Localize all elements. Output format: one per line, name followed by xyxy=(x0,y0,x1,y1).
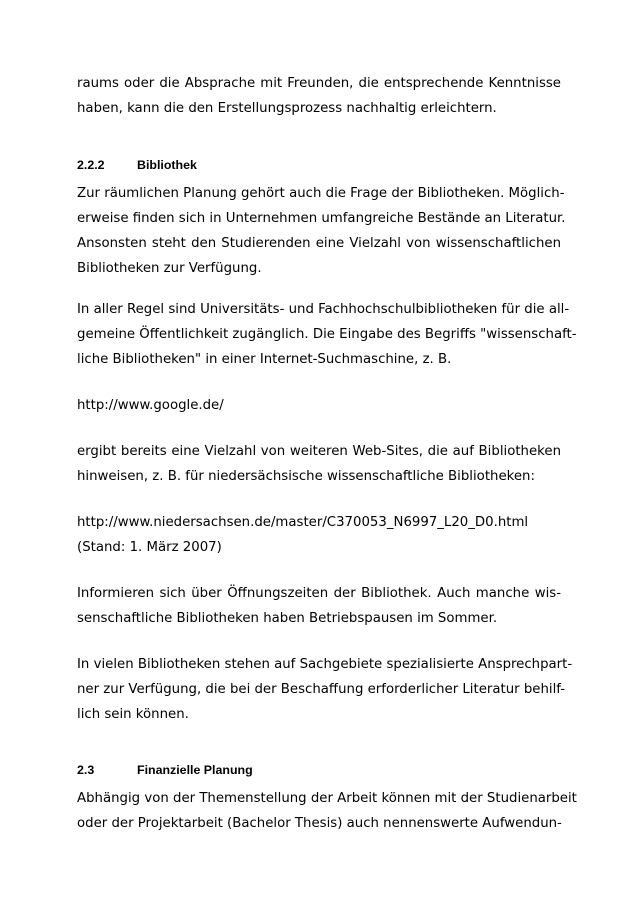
section-title: Bibliothek xyxy=(137,158,197,172)
url-google: http://www.google.de/ xyxy=(77,398,224,413)
paragraph-line: gemeine Öffentlichkeit zugänglich. Die Eingabe des Begriffs "wissenschaft- xyxy=(77,327,577,342)
paragraph-line: liche Bibliotheken" in einer Internet-Suchmaschine, z. B. xyxy=(77,352,452,367)
paragraph-line: senschaftliche Bibliotheken haben Betriebspausen im Sommer. xyxy=(77,611,498,626)
url-niedersachsen: http://www.niedersachsen.de/master/C370053_N6997_L20_D0.html xyxy=(77,515,529,530)
paragraph-line: In vielen Bibliotheken stehen auf Sachgebiete spezialisierte Ansprechpart- xyxy=(77,657,573,672)
section-heading-finanzielle-planung xyxy=(77,763,253,778)
paragraph-line: hinweisen, z. B. für niedersächsische wissenschaftliche Bibliotheken: xyxy=(77,469,535,484)
section-heading-bibliothek xyxy=(77,158,197,173)
section-number: 2.3 xyxy=(77,763,95,777)
paragraph-line: erweise finden sich in Unternehmen umfangreiche Bestände an Literatur. xyxy=(77,211,566,226)
paragraph-line: haben, kann die den Erstellungsprozess nachhaltig erleichtern. xyxy=(77,101,497,116)
section-number: 2.2.2 xyxy=(77,158,105,172)
section-title: Finanzielle Planung xyxy=(137,763,253,777)
paragraph-line: Zur räumlichen Planung gehört auch die Frage der Bibliotheken. Möglich- xyxy=(77,186,565,201)
paragraph-line: lich sein können. xyxy=(77,707,189,722)
paragraph-line: oder der Projektarbeit (Bachelor Thesis) auch nennenswerte Aufwendun- xyxy=(77,816,562,831)
paragraph-line: ergibt bereits eine Vielzahl von weiteren Web-Sites, die auf Bibliotheken xyxy=(77,444,561,459)
paragraph-line: raums oder die Absprache mit Freunden, die entsprechende Kenntnisse xyxy=(77,76,561,91)
paragraph-line: Bibliotheken zur Verfügung. xyxy=(77,261,262,276)
paragraph-line: Abhängig von der Themenstellung der Arbeit können mit der Studienarbeit xyxy=(77,791,577,806)
paragraph-line: Informieren sich über Öffnungszeiten der Bibliothek. Auch manche wis- xyxy=(77,586,561,601)
stand-date: (Stand: 1. März 2007) xyxy=(77,540,222,555)
paragraph-line: ner zur Verfügung, die bei der Beschaffung erforderlicher Literatur behilf- xyxy=(77,682,566,697)
paragraph-line: In aller Regel sind Universitäts- und Fachhochschulbibliotheken für die all- xyxy=(77,302,570,317)
paragraph-line: Ansonsten steht den Studierenden eine Vielzahl von wissenschaftlichen xyxy=(77,236,561,251)
